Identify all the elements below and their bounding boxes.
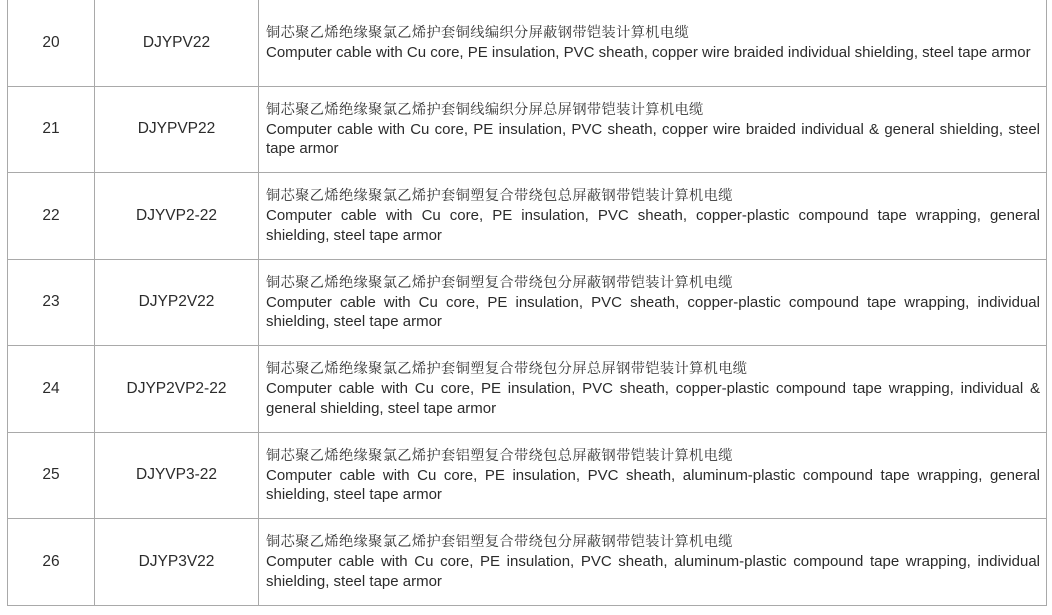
cable-description [259,259,1047,346]
table-row [8,0,1047,86]
table-row [8,519,1047,606]
cable-model: DJYVP3-22 [95,432,259,519]
cable-description [259,432,1047,519]
cable-model: DJYVP2-22 [95,173,259,260]
row-number: 23 [8,259,95,346]
description-english: Computer cable with Cu core, PE insulation, PVC sheath, copper-plastic compound tape wrapping, general shielding, steel tape armor [266,207,1040,244]
description-english: Computer cable with Cu core, PE insulation, PVC sheath, copper-plastic compound tape wrapping, individual & general shielding, steel tape armor [266,380,1040,417]
cable-description [259,346,1047,433]
table-row [8,86,1047,173]
row-number: 21 [8,86,95,173]
row-number: 24 [8,346,95,433]
cable-model: DJYPVP22 [95,86,259,173]
description-english: Computer cable with Cu core, PE insulation, PVC sheath, aluminum-plastic compound tape wrapping, individual shielding, steel tape armor [266,553,1040,590]
row-number: 22 [8,173,95,260]
cable-description [259,519,1047,606]
cable-model: DJYP2VP2-22 [95,346,259,433]
description-english: Computer cable with Cu core, PE insulation, PVC sheath, copper-plastic compound tape wrapping, individual shielding, steel tape armor [266,293,1040,331]
table-row [8,346,1047,433]
description-chinese: 铜芯聚乙烯绝缘聚氯乙烯护套铜线编织分屏总屏钢带铠装计算机电缆 [266,101,704,118]
cable-description [259,173,1047,260]
description-chinese: 铜芯聚乙烯绝缘聚氯乙烯护套铜塑复合带绕包分屏蔽钢带铠装计算机电缆 [266,274,733,291]
cable-model: DJYP3V22 [95,519,259,606]
table-row [8,259,1047,346]
description-chinese: 铜芯聚乙烯绝缘聚氯乙烯护套铝塑复合带绕包总屏蔽钢带铠装计算机电缆 [266,447,733,464]
description-english: Computer cable with Cu core, PE insulation, PVC sheath, copper wire braided individual shielding, steel tape armor [266,44,1031,61]
cable-description [259,0,1047,86]
description-chinese: 铜芯聚乙烯绝缘聚氯乙烯护套铜塑复合带绕包总屏蔽钢带铠装计算机电缆 [266,188,733,205]
row-number: 25 [8,432,95,519]
description-chinese: 铜芯聚乙烯绝缘聚氯乙烯护套铜塑复合带绕包分屏总屏钢带铠装计算机电缆 [266,361,748,378]
cable-description [259,86,1047,173]
cable-spec-table [7,0,1047,606]
cable-model: DJYP2V22 [95,259,259,346]
description-english: Computer cable with Cu core, PE insulation, PVC sheath, copper wire braided individual & general shielding, steel tape armor [266,120,1040,158]
description-english: Computer cable with Cu core, PE insulation, PVC sheath, aluminum-plastic compound tape wrapping, general shielding, steel tape armor [266,466,1040,504]
row-number: 20 [8,0,95,86]
table-row [8,432,1047,519]
description-chinese: 铜芯聚乙烯绝缘聚氯乙烯护套铝塑复合带绕包分屏蔽钢带铠装计算机电缆 [266,534,733,551]
cable-model: DJYPV22 [95,0,259,86]
description-chinese: 铜芯聚乙烯绝缘聚氯乙烯护套铜线编织分屏蔽钢带铠装计算机电缆 [266,25,690,41]
row-number: 26 [8,519,95,606]
table-row [8,173,1047,260]
